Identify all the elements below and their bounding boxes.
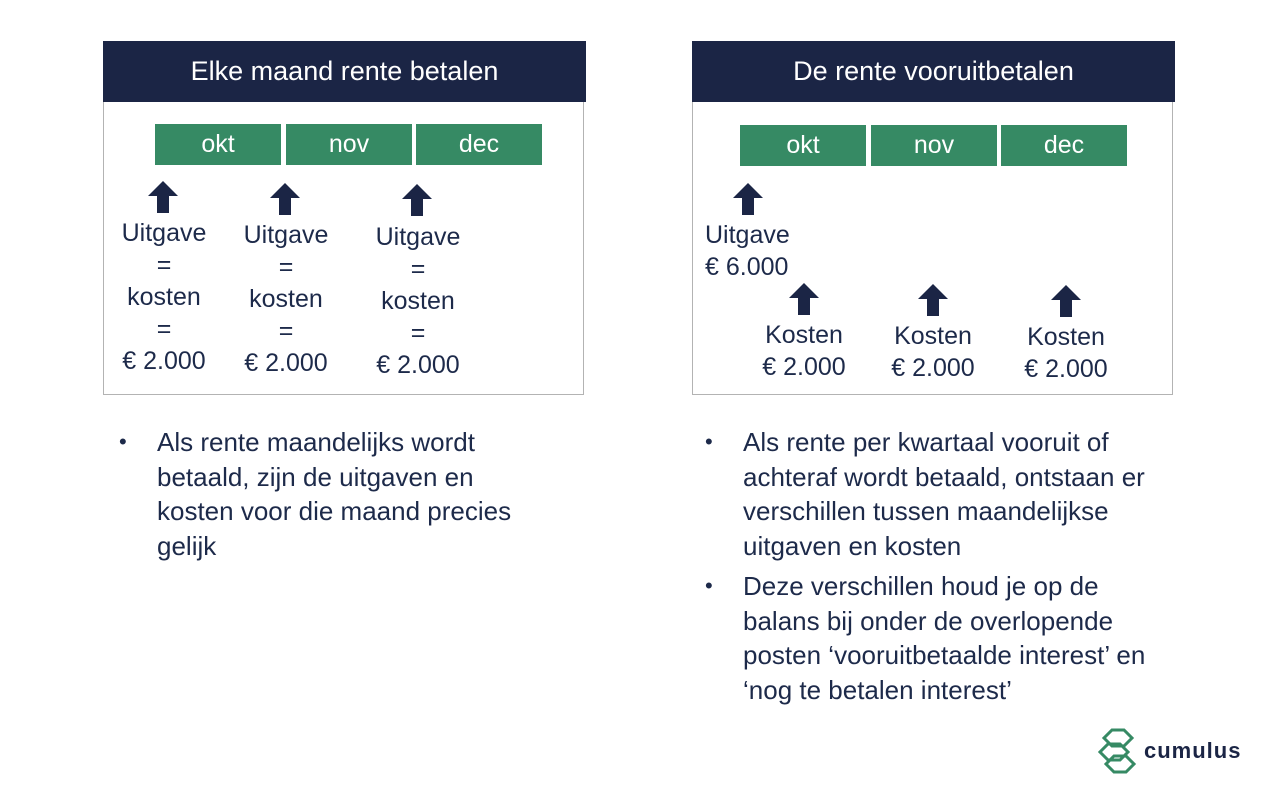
cumulus-logo-icon	[1098, 726, 1138, 776]
equals-sign: =	[410, 255, 426, 283]
amount: € 2.000	[122, 347, 206, 375]
cumulus-logo	[1098, 726, 1241, 776]
column-nov	[236, 219, 336, 379]
bullet-icon: •	[705, 573, 713, 598]
arrow-up-icon	[789, 283, 819, 315]
equals-sign: =	[278, 317, 294, 345]
list-item	[705, 425, 1168, 563]
payment-label: Uitgave	[121, 219, 207, 247]
payment-block	[705, 219, 790, 283]
cost-label: Kosten	[1027, 323, 1105, 351]
list-item	[705, 569, 1168, 707]
cost-dec	[1011, 321, 1121, 385]
bullet-list-right	[705, 425, 1168, 713]
arrow-up-icon	[148, 181, 178, 213]
panel-title: De rente vooruitbetalen	[692, 41, 1175, 102]
payment-label: Uitgave	[705, 221, 790, 249]
cost-label: Kosten	[765, 321, 843, 349]
bullet-icon: •	[119, 429, 127, 454]
month-okt: okt	[155, 124, 281, 165]
list-item	[119, 425, 557, 563]
month-dec: dec	[416, 124, 542, 165]
cost-amount: € 2.000	[1024, 355, 1108, 383]
bullet-icon: •	[705, 429, 713, 454]
logo-text: cumulus	[1144, 738, 1242, 763]
cost-okt	[749, 319, 859, 383]
cost-label: kosten	[127, 283, 201, 311]
payment-label: Uitgave	[243, 221, 329, 249]
cost-label: Kosten	[894, 322, 972, 350]
bullet-text: Deze verschillen houd je op de balans bij onder de overlopende posten ‘vooruitbetaalde interest’ en ‘nog te betalen interest’	[743, 571, 1146, 705]
equals-sign: =	[156, 251, 172, 279]
amount: € 2.000	[244, 349, 328, 377]
payment-amount: € 6.000	[705, 253, 789, 281]
month-okt: okt	[740, 125, 866, 166]
panel-title: Elke maand rente betalen	[103, 41, 586, 102]
bullet-list-left	[119, 425, 557, 569]
column-okt	[114, 217, 214, 377]
cost-label: kosten	[381, 287, 455, 315]
arrow-up-icon	[733, 183, 763, 215]
panel-monthly-payment	[103, 41, 584, 395]
bullet-text: Als rente per kwartaal vooruit of achteraf wordt betaald, ontstaan er verschillen tussen maandelijkse uitgaven en kosten	[743, 427, 1145, 561]
bullet-text: Als rente maandelijks wordt betaald, zijn de uitgaven en kosten voor die maand precies gelijk	[157, 427, 512, 561]
equals-sign: =	[410, 319, 426, 347]
arrow-up-icon	[270, 183, 300, 215]
arrow-up-icon	[918, 284, 948, 316]
equals-sign: =	[278, 253, 294, 281]
month-nov: nov	[286, 124, 412, 165]
cost-label: kosten	[249, 285, 323, 313]
month-dec: dec	[1001, 125, 1127, 166]
arrow-up-icon	[402, 184, 432, 216]
equals-sign: =	[156, 315, 172, 343]
payment-label: Uitgave	[375, 223, 461, 251]
cost-nov	[878, 320, 988, 384]
column-dec	[368, 221, 468, 381]
amount: € 2.000	[376, 351, 460, 379]
panel-prepayment	[692, 41, 1173, 395]
cost-amount: € 2.000	[891, 354, 975, 382]
arrow-up-icon	[1051, 285, 1081, 317]
cost-amount: € 2.000	[762, 353, 846, 381]
month-nov: nov	[871, 125, 997, 166]
